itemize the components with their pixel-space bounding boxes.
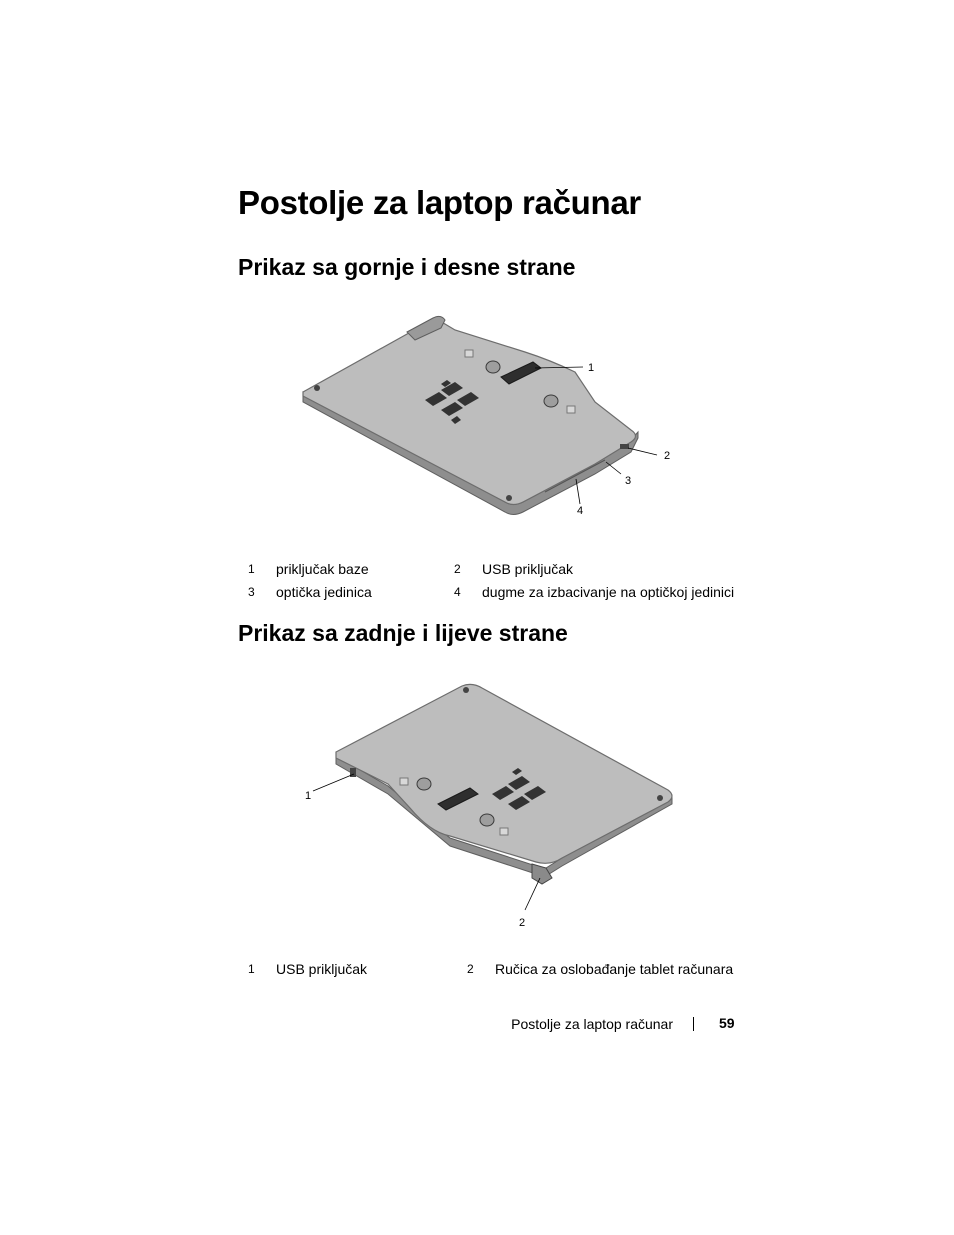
dock-body bbox=[336, 684, 672, 884]
legend-text: USB priključak bbox=[276, 961, 368, 977]
legend-number: 4 bbox=[454, 585, 461, 599]
footer-chapter-title: Postolje za laptop računar bbox=[511, 1016, 673, 1032]
legend-number: 1 bbox=[248, 562, 255, 576]
page-number: 59 bbox=[719, 1015, 735, 1031]
legend-text: optička jedinica bbox=[276, 584, 372, 600]
usb-port bbox=[620, 444, 629, 449]
dock-body bbox=[303, 316, 638, 514]
legend-text: priključak baze bbox=[276, 561, 369, 577]
callout-label-2: 2 bbox=[664, 450, 671, 462]
callout-label-3: 3 bbox=[625, 475, 632, 487]
legend-number: 2 bbox=[454, 562, 461, 576]
legend-number: 2 bbox=[467, 962, 474, 976]
legend-text: USB priključak bbox=[482, 561, 574, 577]
dock-foot bbox=[657, 795, 663, 801]
dock-foot bbox=[463, 687, 469, 693]
legend-number: 1 bbox=[248, 962, 255, 976]
dock-top-surface bbox=[336, 684, 672, 863]
callout-line-2 bbox=[525, 878, 540, 910]
dock-foot bbox=[314, 385, 320, 391]
dock-foot bbox=[506, 495, 512, 501]
legend-text: dugme za izbacivanje na optičkoj jedinici bbox=[482, 584, 735, 600]
callout-line-3 bbox=[606, 462, 621, 474]
dock-top-right-illustration bbox=[295, 312, 685, 522]
callout-label-1: 1 bbox=[588, 362, 595, 374]
page-title: Postolje za laptop računar bbox=[238, 184, 641, 221]
dock-back-left-illustration bbox=[300, 678, 690, 938]
section-heading-top-right-view: Prikaz sa gornje i desne strane bbox=[238, 254, 576, 280]
section-heading-back-left-view: Prikaz sa zadnje i lijeve strane bbox=[238, 620, 568, 646]
callout-label-4: 4 bbox=[577, 505, 584, 517]
legend-number: 3 bbox=[248, 585, 255, 599]
footer-separator bbox=[693, 1017, 694, 1031]
legend-text: Ručica za oslobađanje tablet računara bbox=[495, 961, 734, 977]
callout-label-1: 1 bbox=[305, 790, 312, 802]
callout-line-2 bbox=[628, 448, 657, 455]
callout-label-2: 2 bbox=[519, 917, 526, 929]
callout-line-1 bbox=[313, 774, 354, 791]
